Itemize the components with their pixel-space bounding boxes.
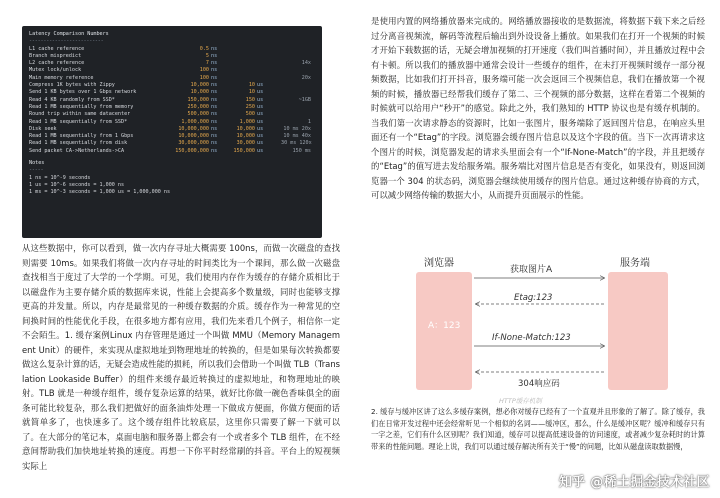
latency-cell: Disk seek: [29, 125, 57, 132]
browser-label: 浏览器: [424, 258, 454, 269]
note-line: 1 us = 10^-6 seconds = 1,000 ns: [29, 181, 125, 188]
latency-cell: ns: [211, 96, 218, 103]
latency-cell: ns: [211, 111, 218, 118]
latency-cell: 250: [245, 103, 255, 110]
note-line: 1 ns = 10^-9 seconds: [29, 174, 91, 181]
latency-cell: Compress 1K bytes with Zippy: [29, 82, 115, 89]
latency-cell: ns: [211, 45, 218, 52]
note-line: 1 ms = 10^-3 seconds = 1,000 us = 1,000,000 ns: [29, 189, 171, 196]
latency-cell: 1,000,000: [181, 118, 209, 125]
latency-cell: 10,000: [190, 89, 209, 96]
ifnonematch-label: If-None-Match:123: [492, 333, 571, 343]
latency-cell: 150,000: [233, 147, 255, 154]
latency-cell: Send packet CA->Netherlands->CA: [29, 147, 125, 154]
latency-cell: 10 ms 20x: [283, 125, 311, 132]
notes-lines: [29, 175, 315, 197]
latency-row: [29, 97, 315, 104]
latency-row: [29, 104, 315, 111]
right-page: [360, 0, 720, 498]
etag-label: Etag:123: [514, 293, 553, 303]
latency-cell: 100: [199, 67, 209, 74]
notes-rule: -----: [29, 167, 44, 174]
latency-cell: 1: [307, 118, 311, 125]
latency-cell: 30 ms 120x: [281, 140, 312, 147]
latency-cell: 150: [245, 96, 255, 103]
latency-row: [29, 60, 315, 67]
latency-cell: 10,000,000: [178, 133, 209, 140]
latency-cell: us: [257, 147, 264, 154]
latency-cell: Read 1 MB sequentially from disk: [29, 140, 128, 147]
latency-cell: ns: [211, 118, 218, 125]
latency-cell: us: [257, 82, 264, 89]
latency-row: [29, 46, 315, 53]
latency-cell: ns: [211, 67, 218, 74]
server-box: [608, 272, 668, 390]
latency-cell: ns: [211, 133, 218, 140]
latency-cell: us: [257, 118, 264, 125]
latency-cell: ns: [211, 147, 218, 154]
latency-row: [29, 75, 315, 82]
latency-cell: 20x: [301, 74, 311, 81]
latency-cell: 5: [205, 52, 209, 59]
latency-cell: 250,000: [187, 103, 209, 110]
latency-cell: 10,000: [236, 125, 255, 132]
latency-cell: 14x: [301, 60, 311, 67]
latency-cell: 1,000: [239, 118, 255, 125]
latency-cell: 10: [248, 82, 255, 89]
latency-cell: us: [257, 89, 264, 96]
latency-cell: 150 ms: [292, 147, 311, 154]
latency-cell: Read 1 MB sequentially from SSD*: [29, 118, 128, 125]
latency-cell: us: [257, 111, 264, 118]
latency-cell: ~1GB: [298, 96, 311, 103]
latency-cell: 10: [248, 89, 255, 96]
latency-rule: --------------------------: [29, 38, 104, 45]
latency-cell: ns: [211, 103, 218, 110]
latency-cell: ns: [211, 125, 218, 132]
latency-cell: us: [257, 140, 264, 147]
latency-cell: us: [257, 133, 264, 140]
latency-row: [29, 148, 315, 155]
response-label: 304响应码: [518, 379, 560, 389]
latency-cell: 0.5: [199, 45, 209, 52]
latency-cell: ns: [211, 82, 218, 89]
latency-cell: Mutex lock/unlock: [29, 67, 82, 74]
latency-row: [29, 126, 315, 133]
latency-cell: 10,000,000: [178, 125, 209, 132]
latency-title: Latency Comparison Numbers: [29, 31, 109, 37]
latency-cell: 500: [245, 111, 255, 118]
latency-cell: 30,000,000: [178, 140, 209, 147]
latency-cell: Read 1 MB sequentially from memory: [29, 103, 134, 110]
zhihu-watermark: 知乎 @稀土掘金技术社区: [558, 475, 710, 490]
latency-cell: Read 4 KB randomly from SSD*: [29, 96, 115, 103]
latency-cell: 10 ms 40x: [283, 133, 311, 140]
latency-row: [29, 111, 315, 118]
latency-cell: 100: [199, 74, 209, 81]
latency-cell: L2 cache reference: [29, 60, 85, 67]
latency-cell: ns: [211, 89, 218, 96]
latency-cell: Round trip within same datacenter: [29, 111, 131, 118]
latency-cell: 7: [205, 60, 209, 67]
latency-cell: Read 1 MB sequentially from 1 Gbps: [29, 133, 134, 140]
latency-row: [29, 140, 315, 147]
browser-box: [416, 272, 472, 390]
latency-cell: ns: [211, 60, 218, 67]
latency-cell: 500,000: [187, 111, 209, 118]
latency-cell: ns: [211, 52, 218, 59]
latency-cell: us: [257, 103, 264, 110]
cache-entry-label: A：123: [428, 321, 461, 331]
latency-cell: us: [257, 125, 264, 132]
latency-cell: us: [257, 96, 264, 103]
request-label: 获取图片A: [510, 265, 553, 275]
latency-row: [29, 89, 315, 96]
latency-cell: 150,000,000: [175, 147, 209, 154]
right-body-text: 是使用内置的网络播放器来完成的。网络播放器接收的是数据流，将数据下载下来之后经过分离音视频流，解码等流程后输出到外设设备上播放。如果我们在打开一个视频的时候才开始下载数据的话，无疑会增加视频的打开速度（我们叫首播时间），并且播放过程中会有卡顿。所以我们的播放器中通常会设计一些缓存的组件，在未打开视频时缓存一部分视频数据，比如我们打开抖音，服务端可能一次会返回三个视频信息，我们在播放第一个视频的时候，播放器已经帮我们缓存了第二、三个视频的部分数据，这样在看第二个视频的时候就可以给用户“秒开”的感觉。除此之外，我们熟知的 HTTP 协议也是有缓存机制的。当我们第一次请求静态的资源时，比如一张图片，服务端除了返回图片信息，在响应头里面还有一个“Etag”的字段。浏览器会缓存图片信息以及这个字段的值。当下一次再请求这个图片的时候，浏览器发起的请求头里面会有一个“If-None-Match”的字段，并且把缓存的“Etag”的值写进去发给服务端。服务端比对图片信息是否有变化，如果没有，则返回浏览器一个 304 的状态码，浏览器会继续使用缓存的图片信息。通过这种缓存协商的方式，可以减少网络传输的数据大小，从而提升页面展示的性能。: [371, 16, 705, 200]
latency-row: [29, 82, 315, 89]
latency-rows: [29, 46, 315, 155]
http-cache-diagram: [398, 252, 688, 400]
left-body-text: 从这些数据中，你可以看到，做一次内存寻址大概需要 100ns，而做一次磁盘的查找则需要 10ms。如果我们将做一次内存寻址的时间类比为一个课间，那么做一次磁盘查找相当于度过了大学的一个学期。可见，我们使用内存作为缓存的存储介质相比于以磁盘作为主要存储介质的数据库来说，性能上会提高多个数量级，同时也能够支撑更高的并发量。所以，内存是最常见的一种缓存数据的介质。缓存作为一种常见的空间换时间的性能优化手段，在很多地方都有应用，我们先来看几个例子，相信你一定不会陌生。1. 缓存案例Linux 内存管理是通过一个叫做 MMU（Memory Management Unit）的硬件，来实现从虚拟地址到物理地址的转换的，但是如果每次转换都要做这么复杂计算的话，无疑会造成性能的损耗，所以我们会借助一个叫做 TLB（Translation Lookaside Buffer）的组件来缓存最近转换过的虚拟地址，和物理地址的映射。TLB 就是一种缓存组件，缓存复杂运算的结果，就好比你做一碗色香味俱全的面条可能比较复杂，那么我们把做好的面条油炸处理一下做成方便面，你做方便面的话就简单多了，也快速多了。这个缓存组件比较底层，这里你只需要了解一下就可以了。在大部分的笔记本，桌面电脑和服务器上都会有一个或者多个 TLB 组件，在不经意间帮助我们加快地址转换的速度。再想一下你平时经常刷的抖音。平台上的短视频实际上: [22, 243, 340, 471]
latency-cell: 10,000: [190, 82, 209, 89]
latency-row: [29, 67, 315, 74]
latency-cell: Main memory reference: [29, 74, 94, 81]
latency-row: [29, 53, 315, 60]
latency-cell: ns: [211, 140, 218, 147]
latency-cell: Branch mispredict: [29, 52, 82, 59]
server-label: 服务端: [620, 258, 650, 269]
latency-table-image: [22, 26, 322, 238]
latency-cell: 10,000: [236, 133, 255, 140]
latency-cell: L1 cache reference: [29, 45, 85, 52]
latency-cell: Send 1 KB bytes over 1 Gbps network: [29, 89, 137, 96]
latency-cell: 30,000: [236, 140, 255, 147]
latency-row: [29, 119, 315, 126]
latency-cell: ns: [211, 74, 218, 81]
section-2-text: 2. 缓存与缓冲区讲了这么多缓存案例，想必你对缓存已经有了一个直观并且形象的了解了。除了缓存，我们在日常开发过程中还会经常听见一个相似的名词——缓冲区，那么，什么是缓冲区呢？缓冲和缓存只有一字之差，它们有什么区别呢？我们知道，缓存可以提高低速设备的访问速度，或者减少复杂耗时的计算带来的性能问题。理论上说，我们可以通过缓存解决所有关于“慢”的问题，比如从磁盘读取数据慢，: [371, 407, 705, 451]
latency-row: [29, 133, 315, 140]
diagram-caption: HTTP缓存机制: [499, 397, 542, 405]
notes-title: Notes: [29, 160, 45, 167]
latency-cell: 150,000: [187, 96, 209, 103]
